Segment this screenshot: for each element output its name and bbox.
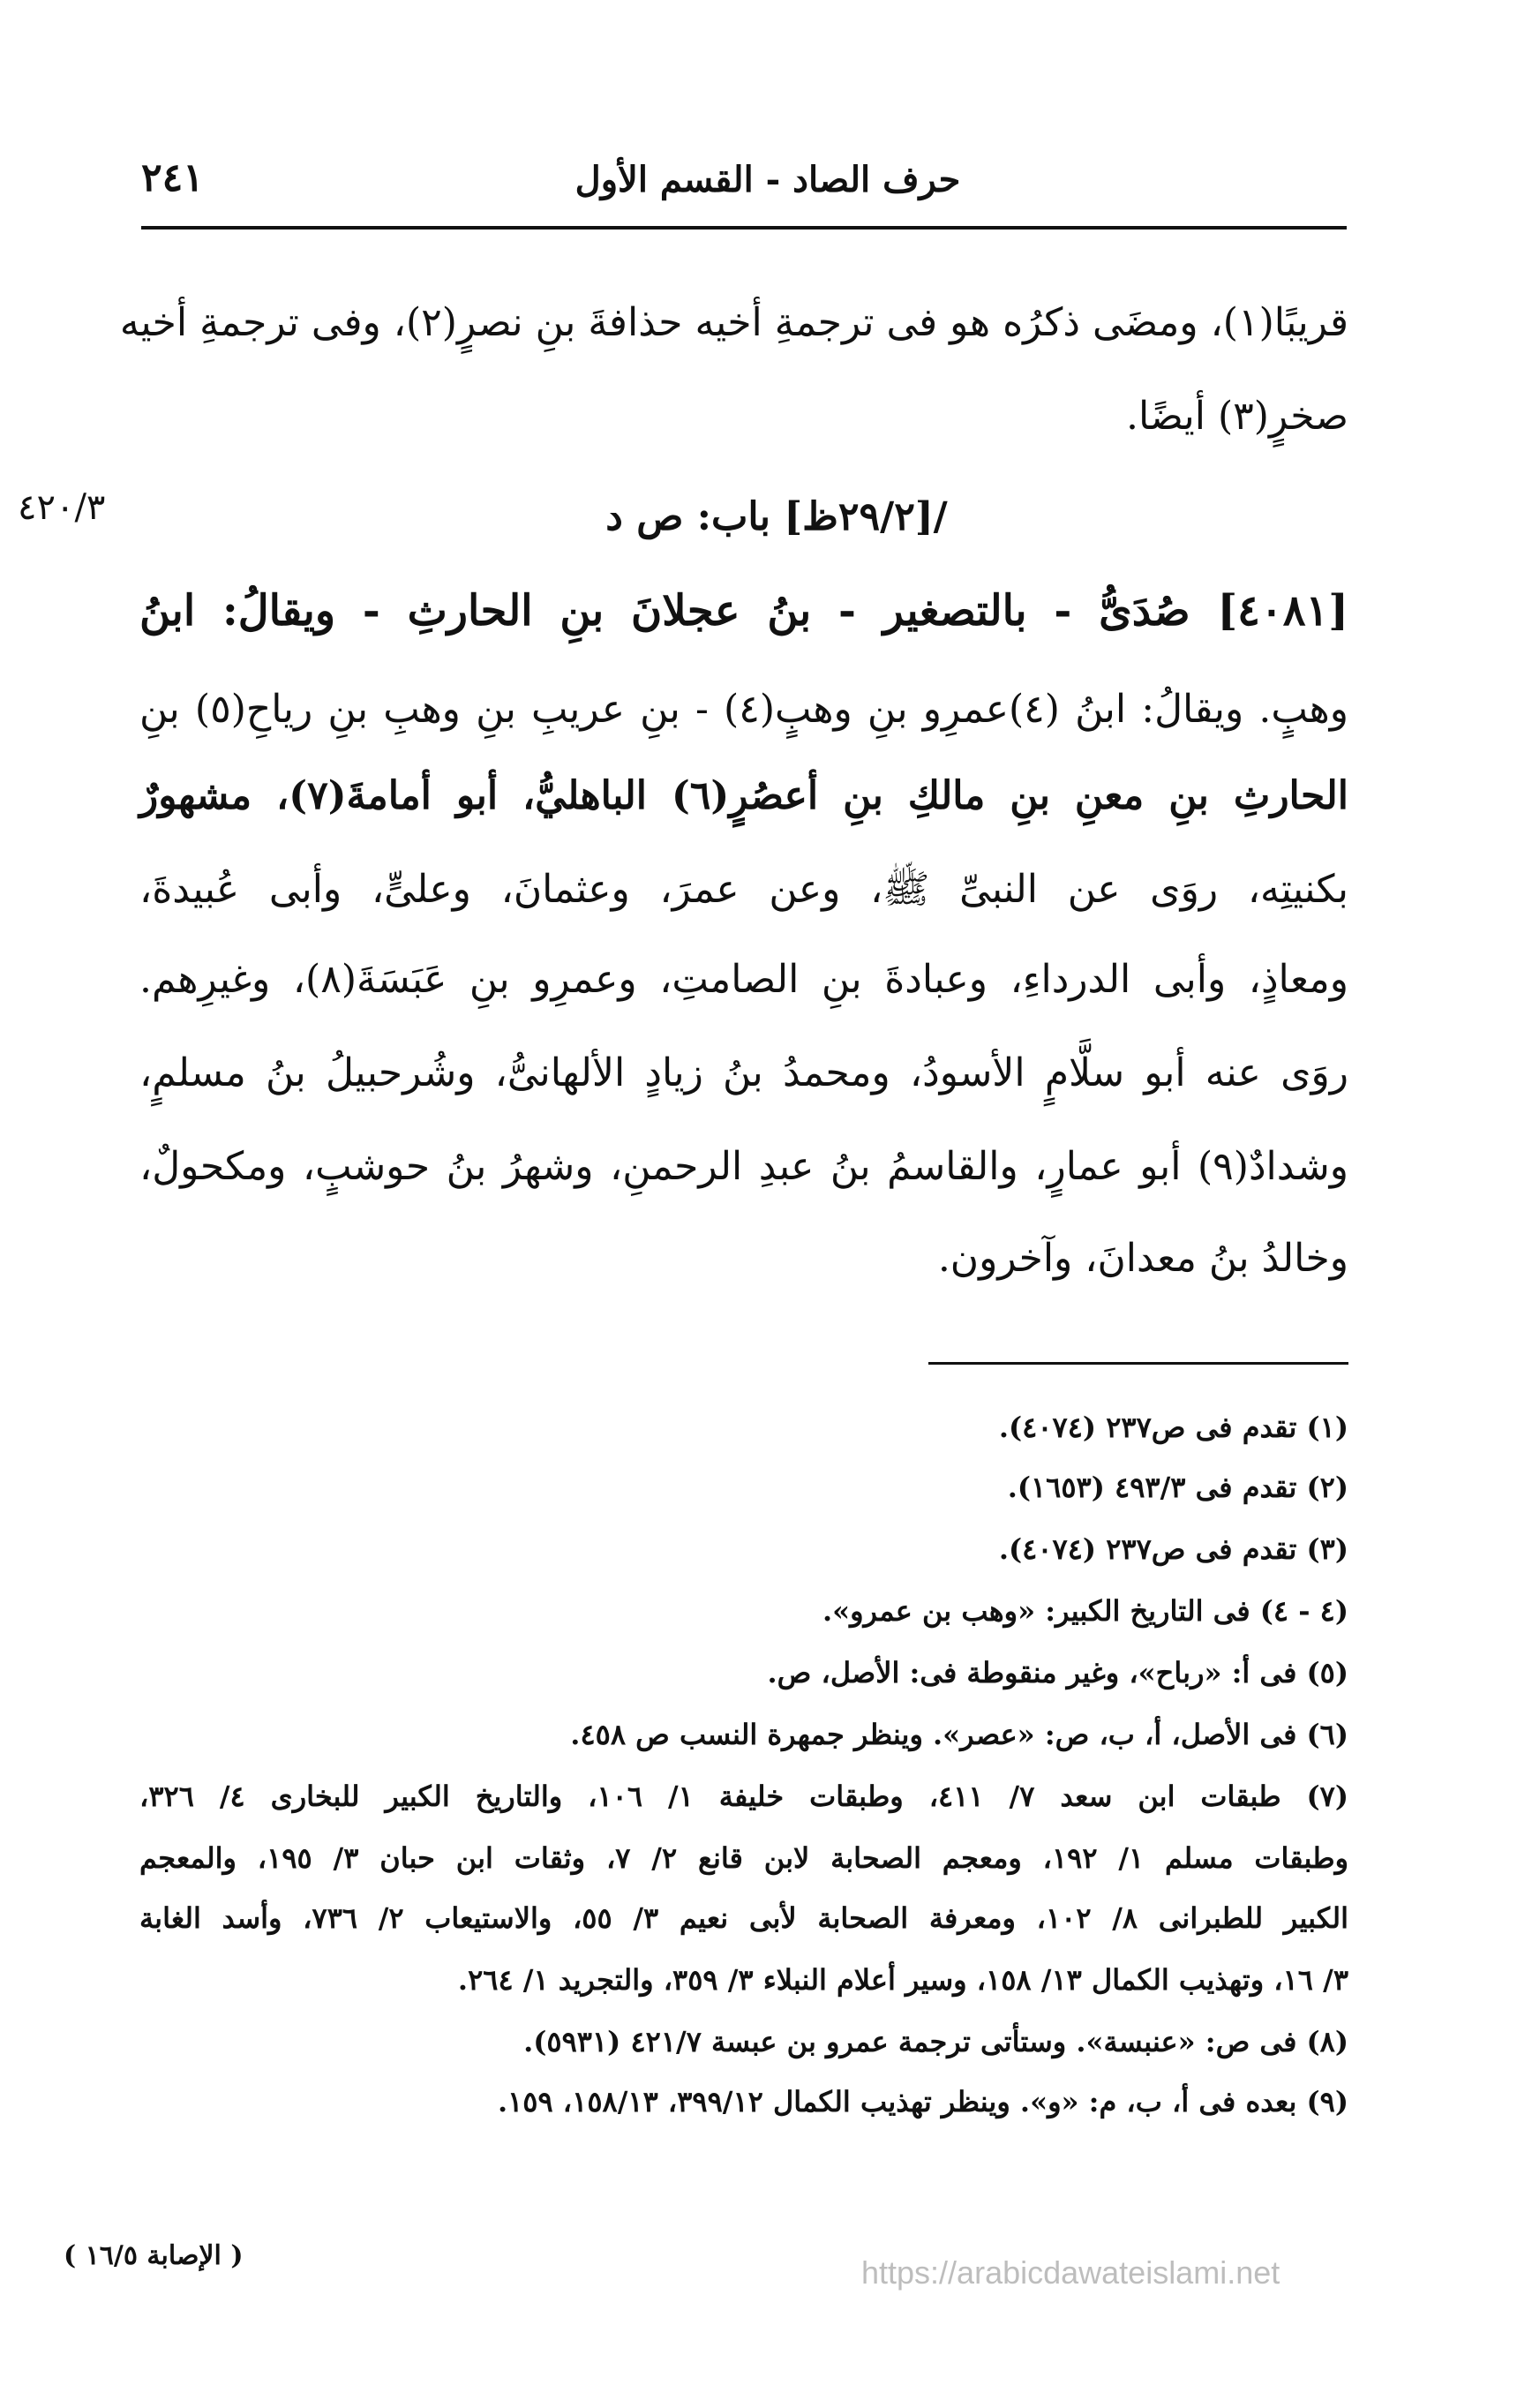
running-header-title: حرف الصاد - القسم الأول [574, 159, 961, 200]
body-line-1: قريبًا(١)، ومضَى ذكرُه هو فى ترجمةِ أخيه حذافةَ بنِ نصرٍ(٢)، وفى ترجمةِ أخيه [119, 300, 1348, 345]
entry-line-5: ومعاذٍ، وأبى الدرداءِ، وعبادةَ بنِ الصامتِ، وعمرِو بنِ عَبَسَةَ(٨)، وغيرِهم. [139, 957, 1348, 1002]
footnote-7-line-2: وطبقات مسلم ١/ ١٩٢، ومعجم الصحابة لابن قانع ٢/ ٧، وثقات ابن حبان ٣/ ١٩٥، والمعجم [139, 1841, 1349, 1875]
body-line-2: صخرٍ(٣) أيضًا. [1125, 394, 1348, 439]
margin-reference: ٤٢٠/٣ [18, 487, 106, 528]
signature-mark: ( الإصابة ١٦/٥ ) [64, 2240, 244, 2271]
footnote-2: (٢) تقدم فى ٤٩٣/٣ (١٦٥٣). [1007, 1471, 1348, 1504]
entry-line-1: [٤٠٨١] صُدَىُّ - بالتصغير - بنُ عجلانَ بنِ الحارثِ - ويقالُ: ابنُ [139, 586, 1348, 636]
footnote-1: (١) تقدم فى ص٢٣٧ (٤٠٧٤). [998, 1411, 1348, 1444]
entry-line-6: روَى عنه أبو سلَّامٍ الأسودُ، ومحمدُ بنُ زيادٍ الألهانىُّ، وشُرحبيلُ بنُ مسلمٍ، [139, 1050, 1348, 1095]
footnote-6: (٦) فى الأصل، أ، ب، ص: «عصر». وينظر جمهرة النسب ص ٤٥٨. [570, 1718, 1348, 1751]
footnote-9: (٩) بعده فى أ، ب، م: «و». وينظر تهذيب الكمال ٣٩٩/١٢، ١٥٨/١٣، ١٥٩. [497, 2085, 1348, 2118]
footnote-7-line-4: ٣/ ١٦، وتهذيب الكمال ١٣/ ١٥٨، وسير أعلام النبلاء ٣/ ٣٥٩، والتجريد ١/ ٢٦٤. [457, 1963, 1348, 1997]
entry-line-2: وهبٍ. ويقالُ: ابنُ (٤)عمرِو بنِ وهبٍ(٤) - بنِ عريبِ بنِ وهبِ بنِ رياحِ(٥) بنِ [139, 687, 1349, 732]
entry-line-3: الحارثِ بنِ معنِ بنِ مالكِ بنِ أعصُرٍ(٦) الباهليُّ، أبو أمامةَ(٧)، مشهورٌ [139, 773, 1349, 818]
header-rule [141, 226, 1347, 230]
footnote-4: (٤ - ٤) فى التاريخ الكبير: «وهب بن عمرو». [822, 1594, 1348, 1628]
entry-line-7: وشدادٌ(٩) أبو عمارٍ، والقاسمُ بنُ عبدِ الرحمنِ، وشهرُ بنُ حوشبٍ، ومكحولٌ، [139, 1144, 1348, 1189]
footnote-3: (٣) تقدم فى ص٢٣٧ (٤٠٧٤). [998, 1532, 1348, 1566]
bab-heading: /[٢٩/٢ظ] باب: ص د [605, 494, 948, 539]
footnote-7-line-1: (٧) طبقات ابن سعد ٧/ ٤١١، وطبقات خليفة ١/ ١٠٦، والتاريخ الكبير للبخارى ٤/ ٣٢٦، [139, 1780, 1348, 1813]
entry-line-4: بكنيتِه، روَى عن النبىِّ ﷺ، وعن عمرَ، وعثمانَ، وعلىٍّ، وأبى عُبيدةَ، [139, 867, 1348, 912]
footnote-7-line-3: الكبير للطبرانى ٨/ ١٠٢، ومعرفة الصحابة لأبى نعيم ٣/ ٥٥، والاستيعاب ٢/ ٧٣٦، وأسد الغابة [139, 1901, 1349, 1935]
footnote-5: (٥) فى أ: «رباح»، وغير منقوطة فى: الأصل، ص. [767, 1656, 1348, 1689]
entry-line-8: وخالدُ بنُ معدانَ، وآخرون. [937, 1236, 1348, 1281]
page-number: ٢٤١ [141, 155, 204, 200]
watermark-url: https://arabicdawateislami.net [861, 2254, 1280, 2291]
footnote-8: (٨) فى ص: «عنبسة». وستأتى ترجمة عمرو بن عبسة ٤٢١/٧ (٥٩٣١). [523, 2025, 1348, 2058]
footnote-rule [928, 1362, 1348, 1365]
